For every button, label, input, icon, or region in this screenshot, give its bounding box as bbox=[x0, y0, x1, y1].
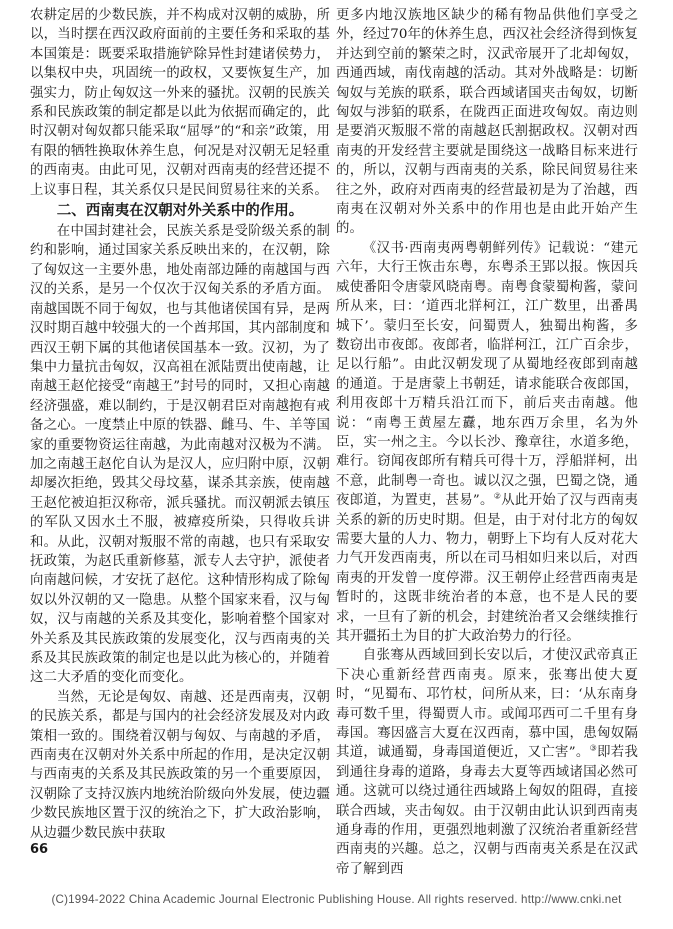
page-number: 66 bbox=[30, 842, 49, 857]
right-column bbox=[336, 6, 638, 879]
body-paragraph: 当然，无论是匈奴、南越、还是西南夷，汉朝的民族关系，都是与国内的社会经济发展及对内政策相一致的。围绕着汉朝与匈奴、与南越的矛盾，西南夷在汉朝对外关系中所起的作用，是决定汉朝与西南夷的关系及其民族政策的另一个重要原因，汉朝除了支持汉族内地统治阶级向外发展，使边疆少数民族地区置于汉的统治之下，扩大政治影响，从边疆少数民族中获取 bbox=[30, 689, 330, 841]
body-paragraph bbox=[336, 239, 638, 647]
body-paragraph: 在中国封建社会，民族关系是受阶级关系的制约和影响，通过国家关系反映出来的，在汉朝，除了匈奴这一主要外患，地处南部边陲的南越国与西汉的关系，是另一个仅次于汉匈关系的矛盾方面。南越国既不同于匈奴，也与其他诸侯国有异，是两汉时期百越中较强大的一个酋邦国，其内部制度和西汉王朝下属的其他诸侯国基本一致。汉初，为了集中力量抗击匈奴，汉高祖在派陆贾出使南越，让南越王赵佗接受“南越王”封号的同时，又担心南越经济强盛，难以制约，于是汉朝君臣对南越抱有戒备之心。一度禁止中原的铁器、雌马、牛、羊等国家的重要物资运往南越，为此南越对汉极为不满。加之南越王赵佗自认为是汉人，应归附中原，汉朝却屡次拒绝，毁其父母坟墓，谋杀其亲族，使南越王赵佗被迫拒汉称帝，派兵骚扰。而汉朝派去镇压的军队又因水土不服，被瘴疫所染，只得收兵讲和。从此，汉朝对叛服不常的南越，也只有采取安抚政策，为赵氏重新修墓，派专人去守护，派使者向南越问候，才安抚了赵佗。这种情形构成了除匈奴以外汉朝的又一隐患。从整个国家来看，汉与匈奴，汉与南越的关系及其变化，影响着整个国家对外关系及其民族政策的发展变化，汉与西南夷的关系及其民族政策的制定也是以此为核心的，并随着这二大矛盾的变化而变化。 bbox=[30, 224, 330, 686]
body-paragraph: 更多内地汉族地区缺少的稀有物品供他们享受之外，经过70年的休养生息，西汉社会经济得到恢复并达到空前的繁荣之时，汉武帝展开了北却匈奴，西通西域，南伐南越的活动。其对外战略是：切断匈奴与羌族的联系，联合西域诸国夹击匈奴，切断匈奴与涉貊的联系，在陇西正面进攻匈奴。南边则是要消灭叛服不常的南越赵氏割据政权。汉朝对西南夷的开发经营主要就是围绕这一战略目标来进行的，所以，汉朝与西南夷的关系，除民间贸易往来往之外，政府对西南夷的经营最初是为了治越，西南夷在汉朝对外关系中的作用也是由此开始产生的。 bbox=[336, 8, 638, 237]
body-paragraph: 农耕定居的少数民族，并不构成对汉朝的威胁，所以，当时摆在西汉政府面前的主要任务和采取的基本国策是：既要采取措施铲除异性封建诸侯势力，以集权中央，巩固统一的政权，又要恢复生产，加强实力，防止匈奴这一外来的骚扰。汉朝的民族关系和民族政策的制定都是以此为依据而确定的，此时汉朝对匈奴都只能采取“屈辱”的“和亲”政策，用有限的牺牲换取休养生息，何况是对汉朝无足轻重的西南夷。由此可见，汉朝对西南夷的经营还提不上议事日程，其关系仅只是民间贸易往来的关系。 bbox=[30, 8, 330, 198]
left-column bbox=[30, 6, 330, 843]
quoted-text: 《汉书·西南夷两粤朝鲜列传》记载说：“建元六年，大行王恢击东粤，东粤杀王郢以报。恢因兵威使番阳令唐蒙风晓南粤。南粤食蒙蜀枸酱，蒙问所从来，曰：‘道西北牂柯江，江广数里，出番禺城下’。蒙归至长安，问蜀贾人，独蜀出枸酱，多数窃出市夜郎。夜郎者，临牂柯江，江广百余步，足以行船”。由此汉朝发现了从蜀地经夜郎到南越的通道。于是唐蒙上书朝廷，请求能联合夜郎国，利用夜郎十万精兵沿江而下，前后夹击南越。他说：“南粤王黄屋左纛，地东西万余里，名为外臣，实一州之主。今以长沙、豫章往，水道多绝，难行。窃闻夜郎所有精兵可得十万，浮船牂柯，出不意，此制粤一奇也。诚以汉之强，巴蜀之饶，通夜郎道，为置吏，甚易”。 bbox=[336, 240, 638, 509]
body-text: 即若我到通往身毒的道路，身毒去大夏等西域诸国必然可通。这就可以绕过通往西域路上匈奴的阻碍，直接联合西域，夹击匈奴。由于汉朝由此认识到西南夷通身毒的作用，更强烈地刺激了汉统治者重新经营西南夷的兴趣。总之，汉朝与西南夷关系是在汉武帝了解到西 bbox=[336, 745, 639, 877]
body-text: 从此开始了汉与西南夷关系的新的历史时期。但是，由于对付北方的匈奴需要大量的人力、物力，朝野上下均有人反对花大力气开发西南夷，所以在司马相如归来以后，对西南夷的开发曾一度停滞。汉王朝停止经营西南夷是暂时的，这既非统治者的本意，也不是人民的要求，一旦有了新的机会，封建统治者又会继续推行其开疆拓土为目的扩大政治势力的行径。 bbox=[336, 493, 638, 644]
footnote-marker: ② bbox=[493, 491, 502, 501]
footnote-marker: ③ bbox=[589, 743, 598, 753]
quoted-text: 自张骞从西域回到长安以后，才使汉武帝真正下决心重新经营西南夷。原来，张骞出使大夏时，“见蜀布、邛竹杖，问所从来，曰：‘从东南身毒可数千里，得蜀贾人市。或闻邛西可二千里有身毒国。骞因盛言大夏在汉西南，慕中国，患匈奴隔其道，诚通蜀，身毒国道便近，又亡害”。 bbox=[336, 648, 638, 761]
body-paragraph bbox=[336, 646, 638, 879]
copyright-footer: (C)1994-2022 China Academic Journal Electronic Publishing House. All rights reserved. http://www.cnki.net bbox=[51, 893, 622, 906]
section-heading: 二、西南夷在汉朝对外关系中的作用。 bbox=[56, 203, 304, 220]
